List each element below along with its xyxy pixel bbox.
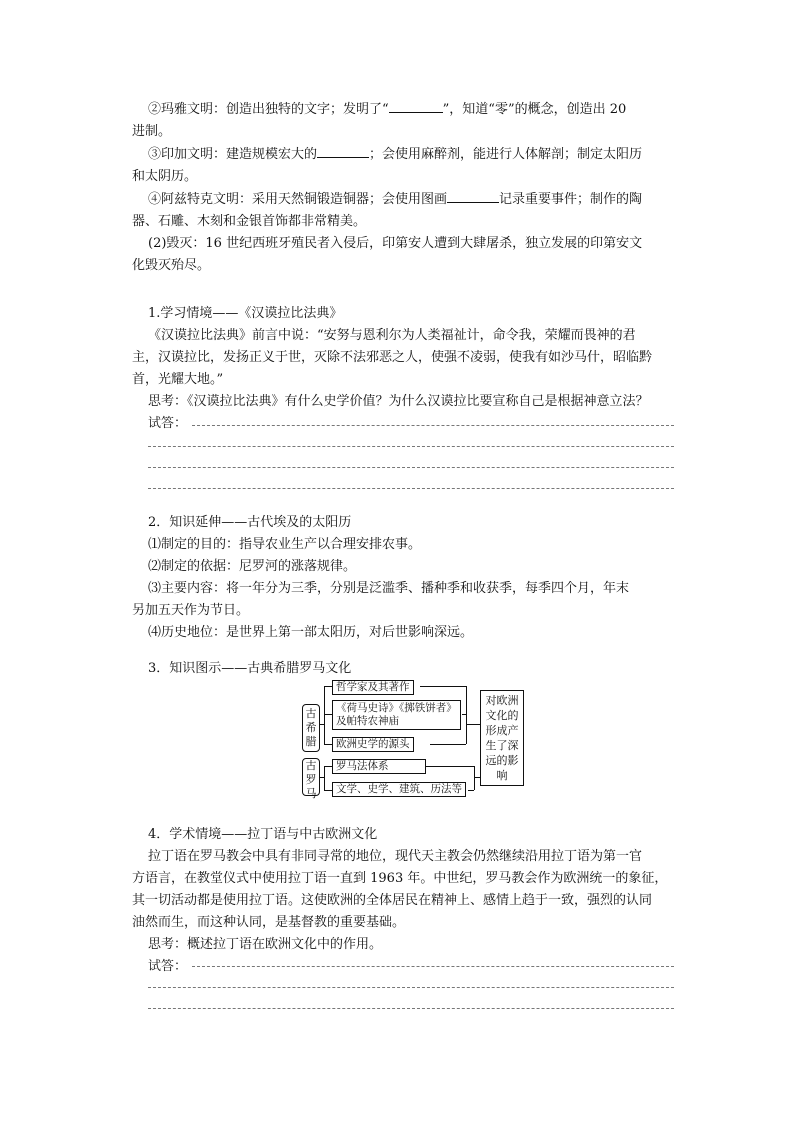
right-brace-rome <box>474 766 475 790</box>
answer-line[interactable] <box>192 966 674 967</box>
answer-line[interactable] <box>148 467 674 468</box>
greece-label: 古希腊 <box>302 704 320 752</box>
homer-line-2: 及帕特农神庙 <box>336 715 399 727</box>
fill-blank[interactable] <box>389 98 443 113</box>
maya-line: ②玛雅文明：创造出独特的文字；发明了“ ”，知道“零”的概念，创造出 20 <box>148 98 676 121</box>
item4-think: 思考：概述拉丁语在欧洲文化中的作用。 <box>148 937 383 952</box>
influence-line: 对欧洲 <box>485 694 519 707</box>
item1-quote-3: 首，光耀大地。” <box>132 372 224 387</box>
item4-p4: 油然而生，而这种认同，是基督教的重要基础。 <box>132 915 406 930</box>
item4-answer-label: 试答： <box>148 959 188 974</box>
connector <box>468 790 474 791</box>
connector <box>324 766 332 767</box>
connector <box>324 790 332 791</box>
item3-title: 3．知识图示——古典希腊罗马文化 <box>148 661 352 676</box>
homer-line-1: 《荷马史诗》《掷铁饼者》 <box>336 702 457 714</box>
answer-line[interactable] <box>148 446 674 447</box>
answer-line[interactable] <box>148 987 674 988</box>
rome-item-culture: 文学、史学、建筑、历法等 <box>332 782 466 797</box>
item4-p1: 拉丁语在罗马教会中具有非同寻常的地位，现代天主教会仍然继续沿用拉丁语为第一官 <box>148 849 643 864</box>
item1-answer-label: 试答： <box>148 416 188 431</box>
influence-line: 形成产 <box>485 724 519 737</box>
fill-blank[interactable] <box>447 188 499 203</box>
influence-box <box>480 690 524 786</box>
americas-civilizations <box>132 98 676 277</box>
rome-brace-tip <box>320 777 324 778</box>
connector <box>324 744 332 745</box>
item2-p4: ⑷历史地位：是世界上第一部太阳历，对后世影响深远。 <box>148 625 474 640</box>
greece-brace-tip <box>320 724 324 725</box>
connector <box>462 714 466 715</box>
inca-line: ③印加文明：建造规模宏大的 ；会使用麻醉剂，能进行人体解剖；制定太阳历 <box>148 143 676 166</box>
item2-p1: ⑴制定的目的：指导农业生产以合理安排农事。 <box>148 537 422 552</box>
greece-item-philosophers: 哲学家及其著作 <box>332 680 414 695</box>
item1-hammurabi <box>132 303 676 435</box>
item2-p2: ⑵制定的依据：尼罗河的涨落规律。 <box>148 559 357 574</box>
answer-line[interactable] <box>148 488 674 489</box>
influence-line: 文化的 <box>485 709 519 722</box>
aztec-line-cont: 器、石雕、木刻和金银首饰都非常精美。 <box>132 214 367 229</box>
maya-line-cont: 进制。 <box>132 124 172 139</box>
connector <box>324 686 332 687</box>
greece-item-homer <box>332 700 461 730</box>
greece-item-historiography: 欧洲史学的源头 <box>332 737 414 752</box>
item3-title-block <box>148 658 676 680</box>
item4-latin <box>132 824 676 978</box>
rome-brace <box>324 766 325 790</box>
rome-label: 古罗马 <box>302 758 320 796</box>
item4-title: 4．学术情境——拉丁语与中古欧洲文化 <box>148 827 378 842</box>
item1-think: 思考：《汉谟拉比法典》有什么史学价值？为什么汉谟拉比要宣称自己是根据神意立法？ <box>148 394 649 409</box>
connector <box>420 686 466 687</box>
greco-roman-diagram <box>302 680 526 798</box>
connector <box>324 714 332 715</box>
item2-egypt-calendar <box>132 512 676 644</box>
item1-quote-1: 《汉谟拉比法典》前言中说：“安努与恩利尔为人类福祉计，命令我，荣耀而畏神的君 <box>148 328 636 343</box>
fill-blank[interactable] <box>317 143 369 158</box>
influence-line: 远的影 <box>485 754 519 767</box>
answer-line[interactable] <box>148 1008 674 1009</box>
item2-p3: ⑶主要内容：将一年分为三季，分别是泛滥季、播种季和收获季，每季四个月，年末 <box>148 581 630 596</box>
inca-line-cont: 和太阴历。 <box>132 169 198 184</box>
influence-line: 响 <box>496 769 508 782</box>
right-brace-greece <box>466 686 467 744</box>
item4-p2: 方语言，在教堂仪式中使用拉丁语一直到 1963 年。中世纪，罗马教会作为欧洲统一的象征， <box>132 871 668 886</box>
connector <box>430 744 466 745</box>
item2-p3-cont: 另加五天作为节日。 <box>132 603 250 618</box>
answer-line[interactable] <box>192 425 674 426</box>
connector <box>426 766 474 767</box>
rome-item-law: 罗马法体系 <box>332 759 426 774</box>
destruction-line-cont: 化毁灭殆尽。 <box>132 258 211 273</box>
item1-quote-2: 主，汉谟拉比，发扬正义于世，灭除不法邪恶之人，使强不凌弱，使我有如沙马什，昭临黔 <box>132 350 653 365</box>
item2-title: 2．知识延伸——古代埃及的太阳历 <box>148 515 352 530</box>
connector <box>466 724 480 725</box>
item4-p3: 其一切活动都是使用拉丁语。这使欧洲的全体居民在精神上、感情上趋于一致，强烈的认同 <box>132 893 653 908</box>
greece-brace <box>324 686 325 744</box>
item1-title: 1.学习情境——《汉谟拉比法典》 <box>148 306 343 321</box>
influence-line: 生了深 <box>485 739 519 752</box>
destruction-line: (2)毁灭：16 世纪西班牙殖民者入侵后，印第安人遭到大肆屠杀，独立发展的印第安文 <box>148 236 643 251</box>
aztec-line: ④阿兹特克文明：采用天然铜锻造铜器；会使用图画 记录重要事件；制作的陶 <box>148 188 676 211</box>
